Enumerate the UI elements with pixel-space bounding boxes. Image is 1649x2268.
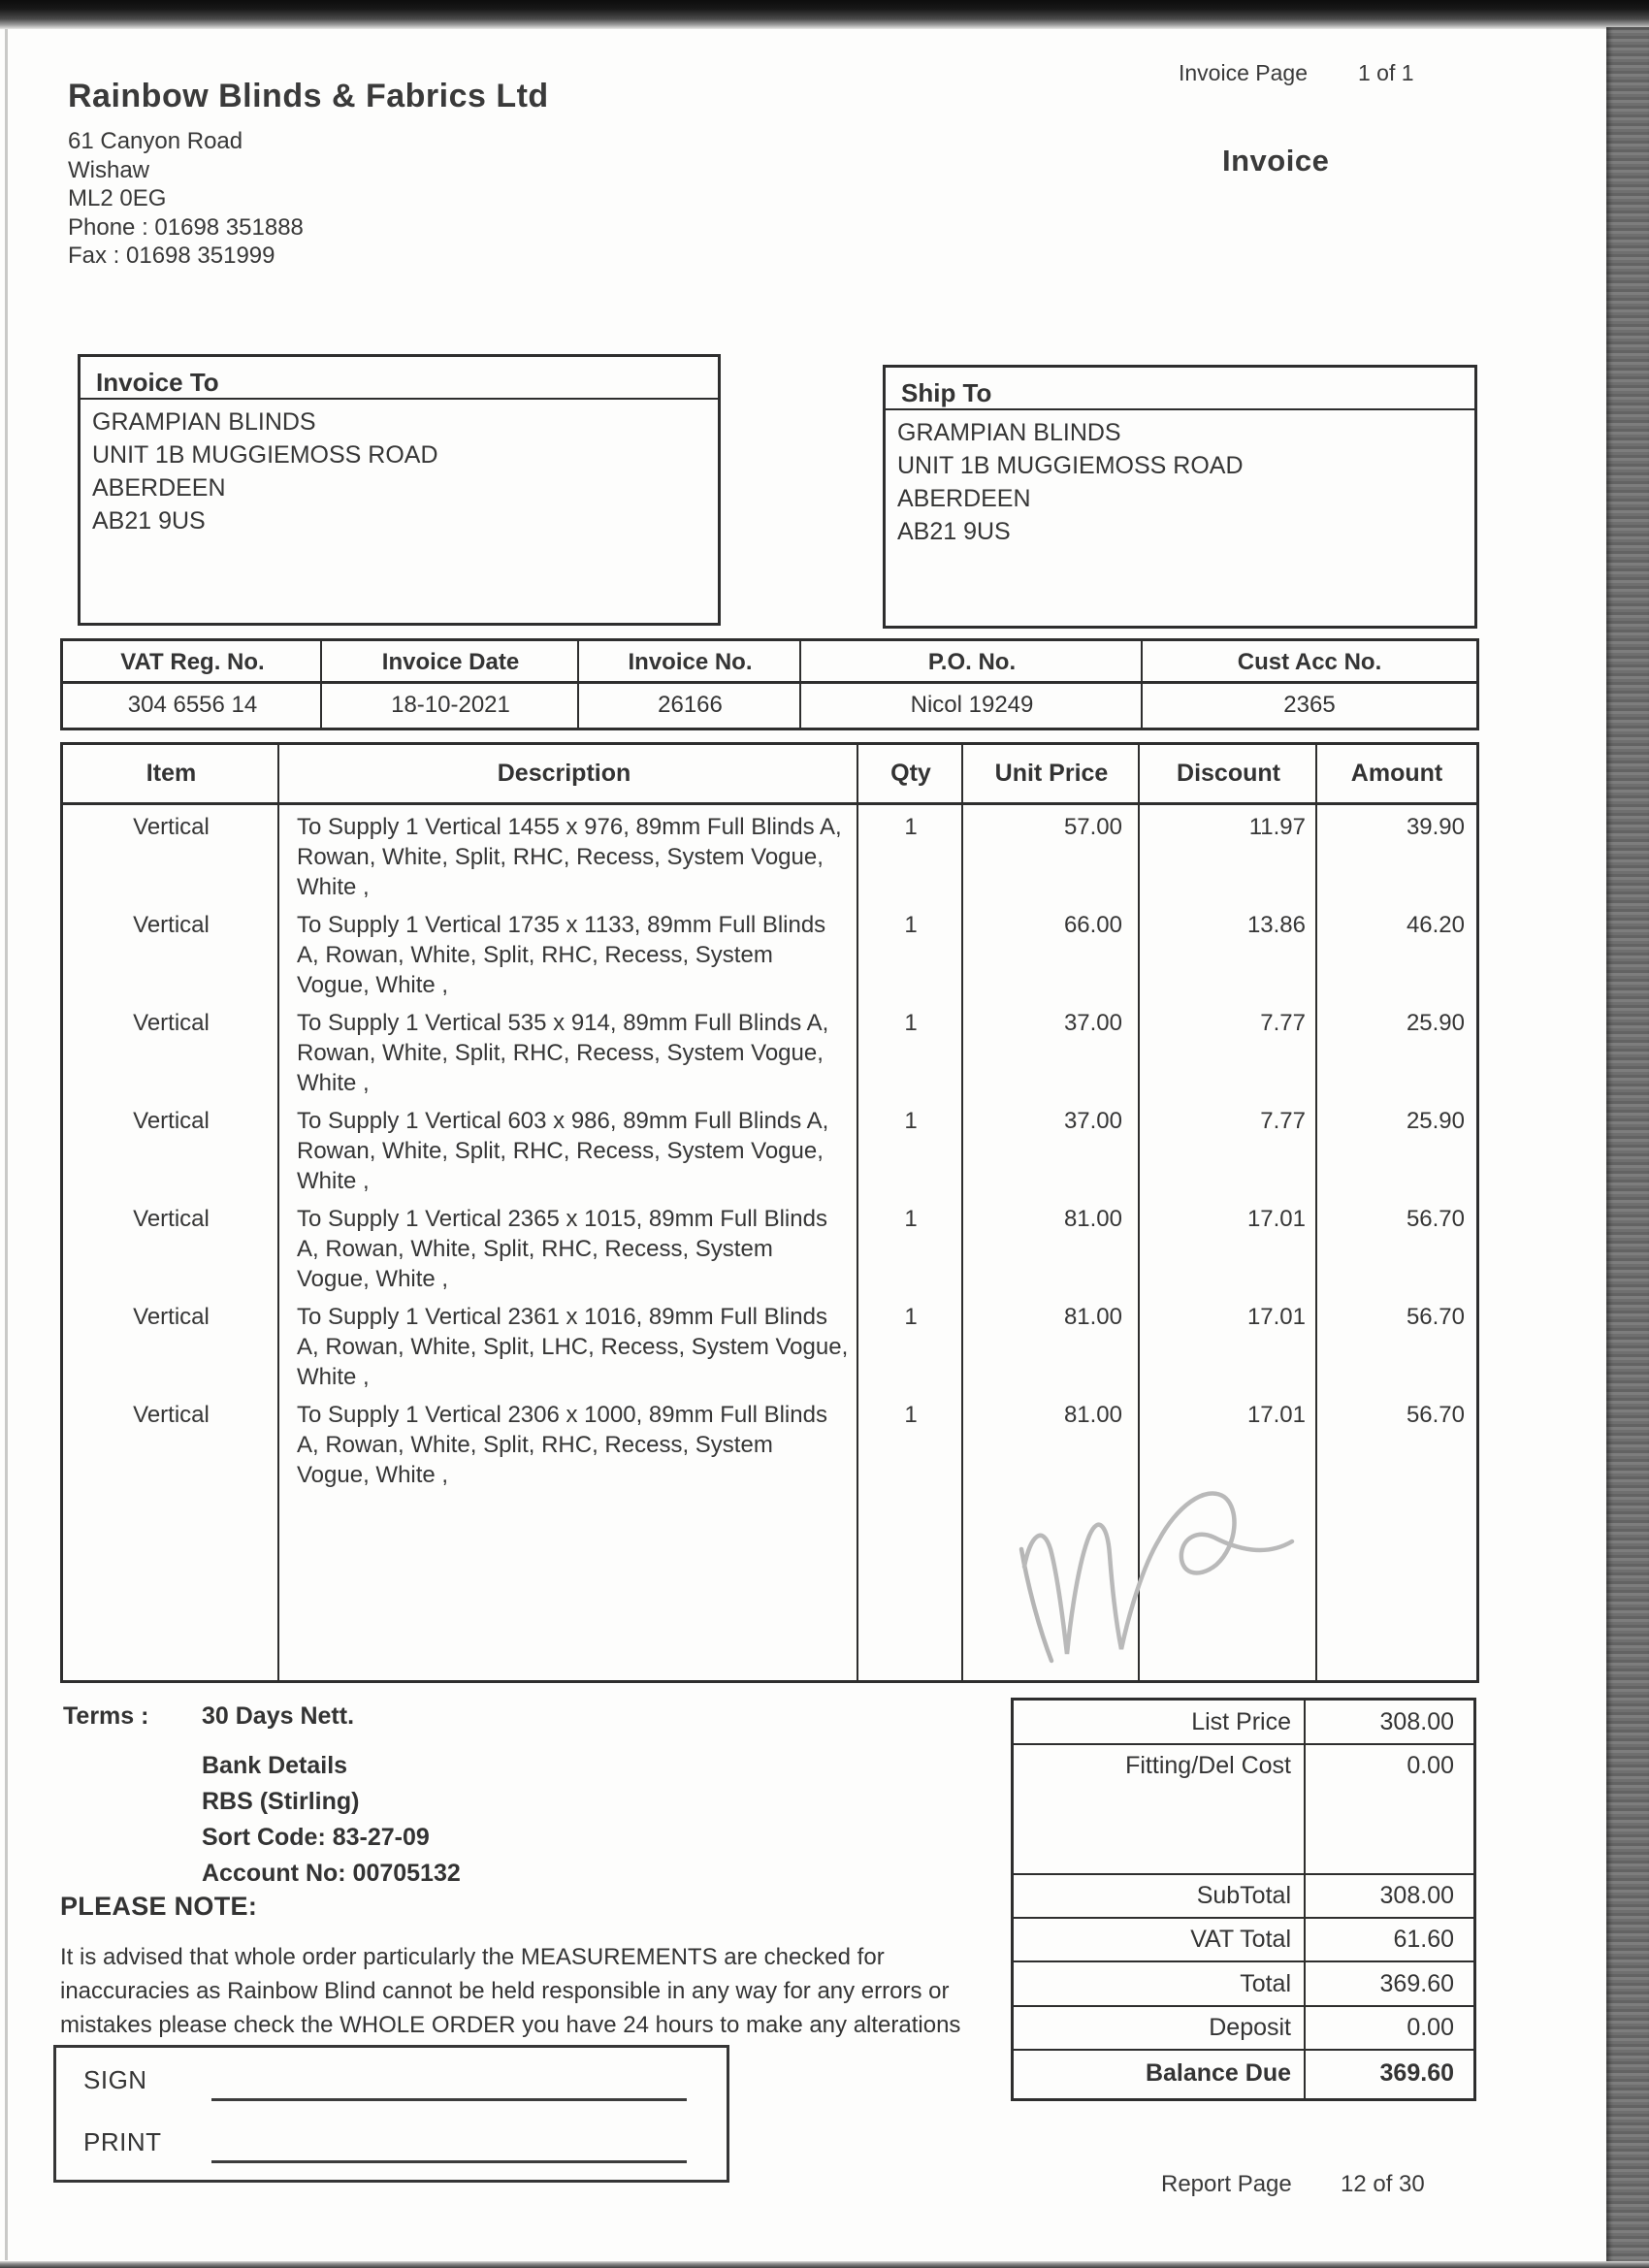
- company-address-line: Phone : 01698 351888: [68, 213, 304, 241]
- scan-artifact-bottom: [0, 2261, 1649, 2268]
- item-amount: 56.70: [1406, 1304, 1465, 1330]
- invoice-to-line: AB21 9US: [92, 507, 206, 535]
- terms-value: 30 Days Nett.: [202, 1702, 355, 1730]
- item-qty: 1: [904, 1108, 918, 1134]
- item-type: Vertical: [133, 1108, 210, 1134]
- meta-value-row: [63, 684, 1476, 725]
- totals-row-subtotal: [1014, 1875, 1473, 1919]
- please-note-line: inaccuracies as Rainbow Blind cannot be held responsible in any way for any errors or: [60, 1978, 950, 2004]
- item-amount: 56.70: [1406, 1206, 1465, 1232]
- totals-row-total: [1014, 1962, 1473, 2007]
- item-discount: 7.77: [1260, 1010, 1306, 1036]
- invoice-to-line: GRAMPIAN BLINDS: [92, 408, 316, 436]
- item-description: To Supply 1 Vertical 1455 x 976, 89mm Full Blinds A, Rowan, White, Split, RHC, Recess, System Vogue, White ,: [297, 814, 842, 900]
- totals-label: Deposit: [1209, 2014, 1291, 2041]
- meta-header-vat: VAT Reg. No.: [120, 649, 265, 675]
- col-header-qty: Qty: [890, 760, 931, 787]
- bank-details-line: Account No: 00705132: [202, 1860, 461, 1887]
- ship-to-line: UNIT 1B MUGGIEMOSS ROAD: [897, 452, 1244, 479]
- item-unit-price: 57.00: [1063, 814, 1122, 840]
- item-type: Vertical: [133, 912, 210, 938]
- meta-header-acct: Cust Acc No.: [1237, 649, 1382, 675]
- item-amount: 25.90: [1406, 1010, 1465, 1036]
- invoice-title: Invoice: [1222, 144, 1330, 178]
- item-amount: 46.20: [1406, 912, 1465, 938]
- invoice-to-line: ABERDEEN: [92, 474, 226, 502]
- totals-row-balance-due: [1014, 2051, 1473, 2096]
- item-amount: 56.70: [1406, 1402, 1465, 1428]
- totals-value: 308.00: [1379, 1707, 1454, 1735]
- item-description: To Supply 1 Vertical 2365 x 1015, 89mm Full Blinds A, Rowan, White, Split, RHC, Recess, System Vogue, White ,: [297, 1206, 827, 1292]
- please-note-body: [60, 1940, 1030, 2042]
- totals-label: List Price: [1191, 1707, 1291, 1735]
- item-discount: 17.01: [1246, 1304, 1306, 1330]
- item-qty: 1: [904, 1010, 918, 1036]
- item-type: Vertical: [133, 1402, 210, 1428]
- please-note-line: mistakes please check the WHOLE ORDER you have 24 hours to make any alterations: [60, 2012, 961, 2038]
- scan-artifact-left: [5, 29, 8, 2260]
- item-description: To Supply 1 Vertical 2361 x 1016, 89mm Full Blinds A, Rowan, White, Split, LHC, Recess, System Vogue, White ,: [297, 1304, 849, 1390]
- item-qty: 1: [904, 1402, 918, 1428]
- terms-label: Terms :: [63, 1702, 149, 1730]
- item-row: [63, 1393, 1476, 1491]
- ship-to-line: ABERDEEN: [897, 485, 1031, 512]
- ship-to-line: AB21 9US: [897, 518, 1011, 545]
- item-unit-price: 37.00: [1063, 1108, 1122, 1134]
- items-header-row: [63, 745, 1476, 805]
- item-discount: 17.01: [1246, 1402, 1306, 1428]
- item-row: [63, 1001, 1476, 1099]
- item-qty: 1: [904, 1206, 918, 1232]
- ship-to-address: [886, 410, 1474, 548]
- meta-header-row: [63, 641, 1476, 684]
- meta-value-invoice-no: 26166: [658, 692, 723, 718]
- bank-details-line: RBS (Stirling): [202, 1788, 360, 1815]
- totals-box: [1011, 1698, 1476, 2101]
- item-amount: 25.90: [1406, 1108, 1465, 1134]
- invoice-meta-table: [60, 638, 1479, 730]
- totals-label: Balance Due: [1145, 2059, 1291, 2087]
- totals-label: Fitting/Del Cost: [1125, 1752, 1291, 1779]
- report-page-label: Report Page: [1161, 2171, 1292, 2197]
- bank-details-line: Sort Code: 83-27-09: [202, 1824, 430, 1851]
- item-type: Vertical: [133, 814, 210, 840]
- item-type: Vertical: [133, 1010, 210, 1036]
- ship-to-line: GRAMPIAN BLINDS: [897, 419, 1121, 446]
- bank-details-line: Bank Details: [202, 1752, 348, 1779]
- meta-value-date: 18-10-2021: [391, 692, 510, 718]
- item-discount: 11.97: [1248, 814, 1306, 840]
- meta-header-po: P.O. No.: [927, 649, 1017, 675]
- item-discount: 7.77: [1260, 1108, 1306, 1134]
- invoice-to-line: UNIT 1B MUGGIEMOSS ROAD: [92, 441, 438, 469]
- print-line[interactable]: [211, 2160, 687, 2163]
- report-page-value: 12 of 30: [1341, 2171, 1425, 2197]
- meta-value-vat: 304 6556 14: [127, 692, 258, 718]
- please-note-line: It is advised that whole order particularly the MEASUREMENTS are checked for: [60, 1944, 885, 1970]
- sign-label: SIGN: [83, 2065, 147, 2094]
- ship-to-title: Ship To: [886, 368, 1474, 410]
- item-type: Vertical: [133, 1304, 210, 1330]
- item-row: [63, 805, 1476, 903]
- item-discount: 13.86: [1246, 912, 1306, 938]
- totals-value: 0.00: [1406, 1752, 1454, 1779]
- signature-box: [53, 2045, 729, 2183]
- item-row: [63, 1099, 1476, 1197]
- meta-header-invoice-no: Invoice No.: [628, 649, 753, 675]
- col-header-description: Description: [497, 760, 631, 787]
- company-address-line: Wishaw: [68, 156, 150, 183]
- totals-value: 308.00: [1379, 1882, 1454, 1909]
- col-header-item: Item: [146, 760, 197, 787]
- scan-artifact-top: [0, 0, 1649, 29]
- item-unit-price: 81.00: [1063, 1206, 1122, 1232]
- company-name: Rainbow Blinds & Fabrics Ltd: [68, 78, 549, 114]
- line-items-table: [60, 742, 1479, 1683]
- totals-row-vat-total: [1014, 1919, 1473, 1962]
- totals-value: 369.60: [1379, 2059, 1454, 2087]
- item-description: To Supply 1 Vertical 603 x 986, 89mm Full Blinds A, Rowan, White, Split, RHC, Recess, System Vogue, White ,: [297, 1108, 829, 1194]
- totals-label: SubTotal: [1196, 1882, 1291, 1909]
- invoice-page-value: 1 of 1: [1358, 60, 1414, 85]
- invoice-to-box: [78, 354, 721, 626]
- totals-row-fitting-cost: [1014, 1745, 1473, 1875]
- item-description: To Supply 1 Vertical 535 x 914, 89mm Full Blinds A, Rowan, White, Split, RHC, Recess, System Vogue, White ,: [297, 1010, 829, 1096]
- invoice-to-address: [81, 400, 718, 537]
- scan-artifact-right: [1606, 27, 1649, 2268]
- totals-value: 369.60: [1379, 1969, 1454, 1997]
- totals-label: Total: [1240, 1969, 1291, 1997]
- print-label: PRINT: [83, 2127, 162, 2156]
- col-header-unit-price: Unit Price: [994, 760, 1109, 787]
- meta-value-acct: 2365: [1283, 692, 1336, 718]
- company-address-line: 61 Canyon Road: [68, 128, 243, 154]
- item-qty: 1: [904, 1304, 918, 1330]
- totals-row-deposit: [1014, 2007, 1473, 2051]
- company-address: [68, 127, 304, 271]
- item-discount: 17.01: [1246, 1206, 1306, 1232]
- bank-details: [202, 1748, 461, 1892]
- item-unit-price: 81.00: [1063, 1304, 1122, 1330]
- please-note-title: PLEASE NOTE:: [60, 1892, 258, 1921]
- company-address-line: Fax : 01698 351999: [68, 243, 275, 269]
- item-description: To Supply 1 Vertical 1735 x 1133, 89mm Full Blinds A, Rowan, White, Split, RHC, Recess, System Vogue, White ,: [297, 912, 826, 998]
- col-header-amount: Amount: [1350, 760, 1443, 787]
- totals-row-list-price: [1014, 1701, 1473, 1745]
- item-type: Vertical: [133, 1206, 210, 1232]
- item-row: [63, 903, 1476, 1001]
- item-unit-price: 81.00: [1063, 1402, 1122, 1428]
- item-unit-price: 37.00: [1063, 1010, 1122, 1036]
- totals-label: VAT Total: [1190, 1926, 1291, 1953]
- item-row: [63, 1295, 1476, 1393]
- meta-header-date: Invoice Date: [381, 649, 520, 675]
- totals-value: 0.00: [1406, 2014, 1454, 2041]
- ship-to-box: [883, 365, 1477, 629]
- item-row: [63, 1197, 1476, 1295]
- item-unit-price: 66.00: [1063, 912, 1122, 938]
- item-qty: 1: [904, 912, 918, 938]
- totals-value: 61.60: [1393, 1926, 1454, 1953]
- invoice-page-label: Invoice Page: [1179, 60, 1308, 85]
- item-amount: 39.90: [1406, 814, 1465, 840]
- item-description: To Supply 1 Vertical 2306 x 1000, 89mm Full Blinds A, Rowan, White, Split, RHC, Recess, System Vogue, White ,: [297, 1402, 827, 1488]
- col-header-discount: Discount: [1177, 760, 1280, 787]
- sign-line[interactable]: [211, 2098, 687, 2101]
- invoice-to-title: Invoice To: [81, 357, 718, 400]
- company-address-line: ML2 0EG: [68, 185, 167, 211]
- item-qty: 1: [904, 814, 918, 840]
- meta-value-po: Nicol 19249: [910, 692, 1034, 718]
